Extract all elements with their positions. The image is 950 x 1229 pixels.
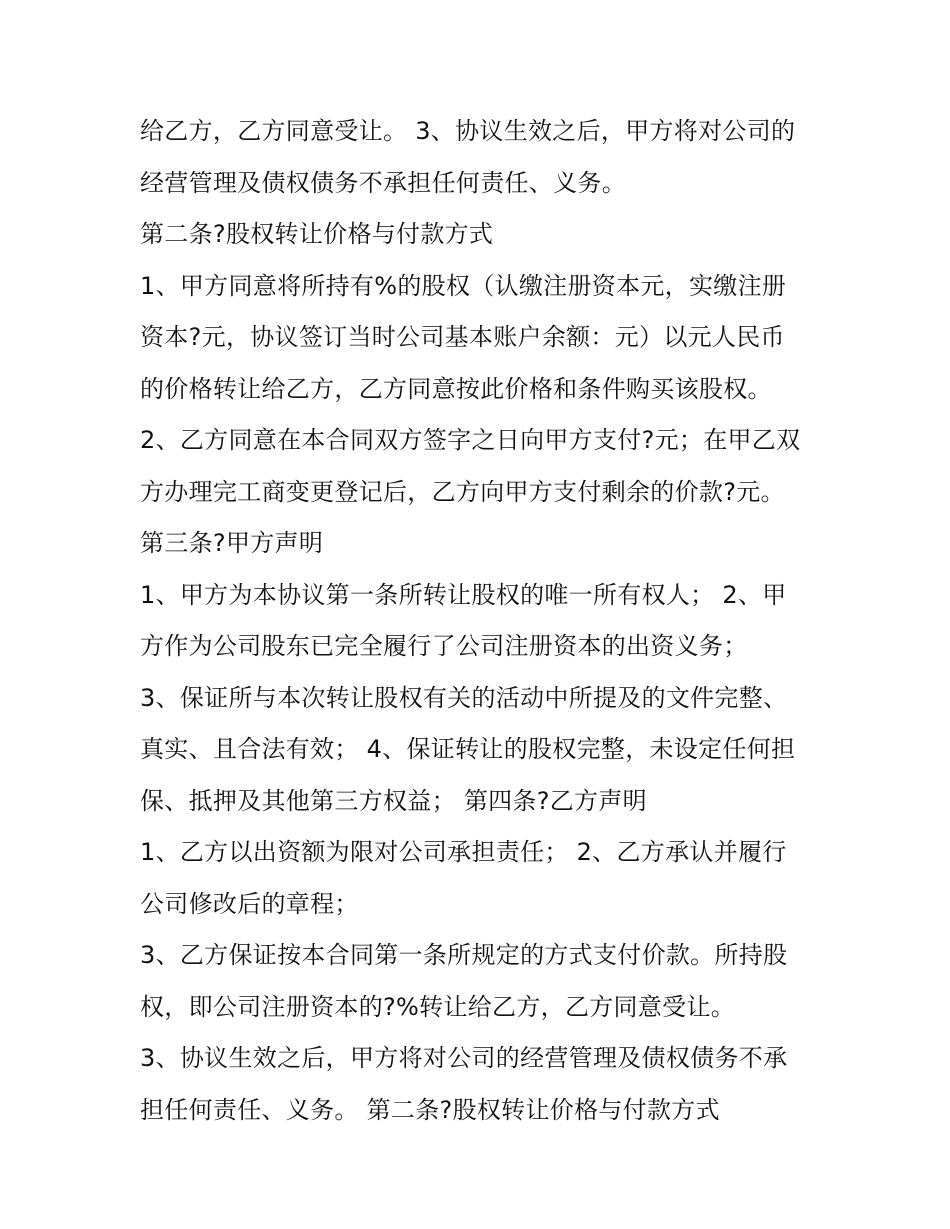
text-line: 担任何责任、义务。 第二条?股权转让价格与付款方式 [140, 1095, 720, 1124]
text-line: 方作为公司股东已完全履行了公司注册资本的出资义务； [140, 632, 748, 660]
text-line: 经营管理及债权债务不承担任何责任、义务。 [140, 168, 626, 197]
text-line: 的价格转让给乙方，乙方同意按此价格和条件购买该股权。 [140, 374, 772, 403]
text-line: 3、保证所与本次转让股权有关的活动中所提及的文件完整、 [140, 683, 788, 712]
text-line: 方办理完工商变更登记后，乙方向甲方支付剩余的价款?元。 [140, 477, 785, 506]
text-line: 1、甲方为本协议第一条所转让股权的唯一所有权人； 2、甲 [140, 580, 787, 609]
text-line: 2、乙方同意在本合同双方签字之日向甲方支付?元；在甲乙双 [140, 426, 801, 454]
section-heading: 第三条?甲方声明 [140, 529, 324, 557]
text-line: 资本?元，协议签订当时公司基本账户余额：元）以元人民币 [140, 323, 785, 351]
text-line: 公司修改后的章程； [140, 889, 359, 918]
text-line: 1、甲方同意将所持有%的股权（认缴注册资本元，实缴注册 [140, 271, 787, 300]
text-line: 真实、且合法有效； 4、保证转让的股权完整，未设定任何担 [140, 735, 796, 763]
text-line: 保、抵押及其他第三方权益； 第四条?乙方声明 [140, 786, 647, 815]
body-text [140, 106, 820, 1136]
text-line: 权，即公司注册资本的?%转让给乙方，乙方同意受让。 [140, 992, 736, 1021]
text-line: 3、协议生效之后，甲方将对公司的经营管理及债权债务不承 [140, 1044, 788, 1072]
text-line: 给乙方，乙方同意受让。 3、协议生效之后，甲方将对公司的 [140, 117, 796, 145]
section-heading: 第二条?股权转让价格与付款方式 [140, 220, 494, 248]
text-line: 1、乙方以出资额为限对公司承担责任； 2、乙方承认并履行 [140, 838, 787, 866]
text-line: 3、乙方保证按本合同第一条所规定的方式支付价款。所持股 [140, 941, 788, 969]
